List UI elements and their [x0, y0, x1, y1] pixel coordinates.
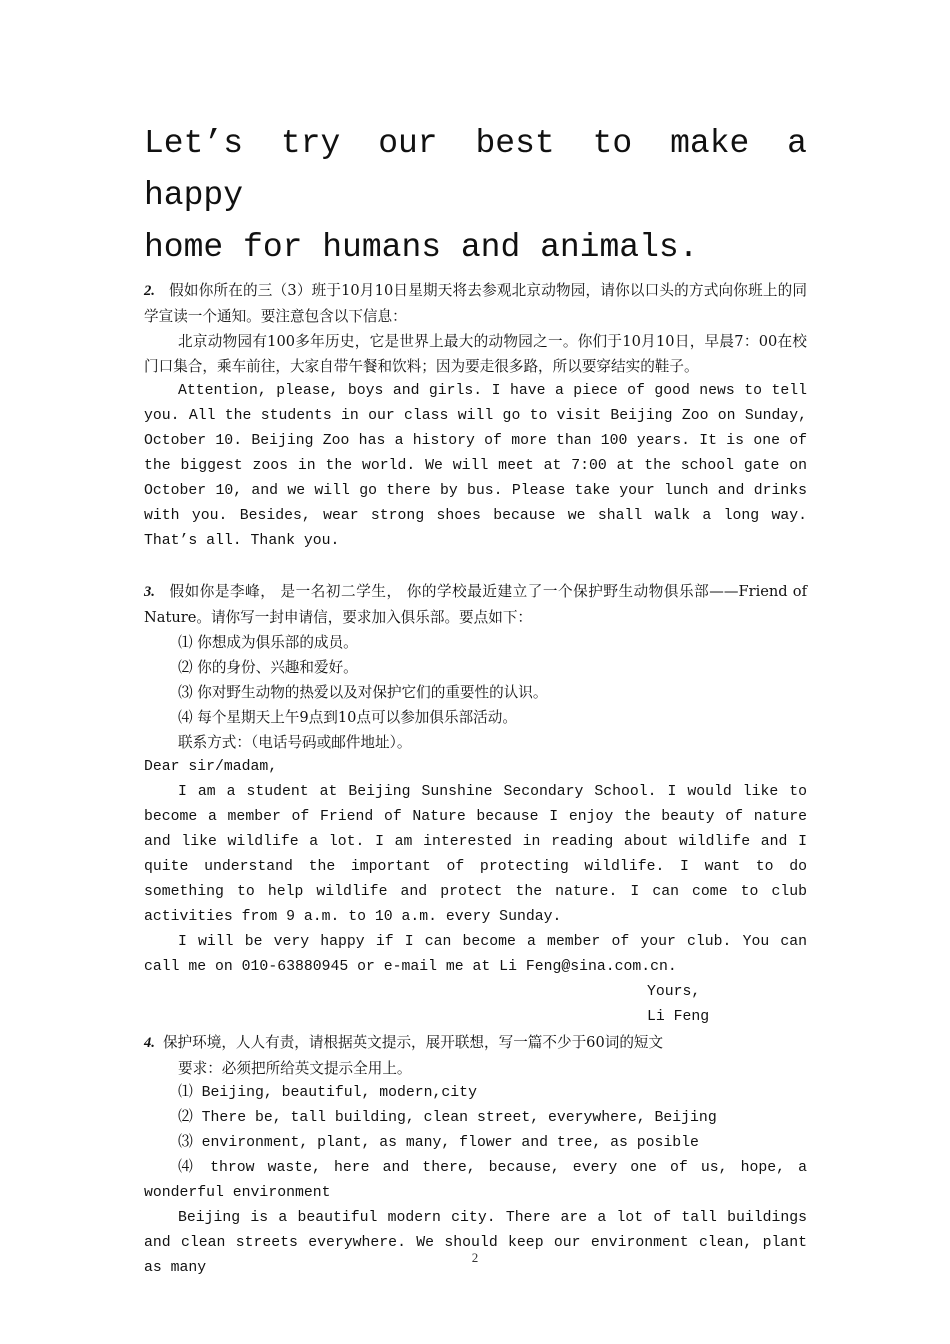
q2-prompt — [144, 278, 807, 329]
q4-hint-3: ⑶ environment, plant, as many, flower and tree, as posible — [178, 1135, 699, 1151]
page-number: 2 — [471, 1250, 479, 1265]
q3-body-1: I am a student at Beijing Sunshine Secondary School. I would like to become a member of Friend of Nature because I enjoy the beauty of nature and like wildlife a lot. I am interested in reading about wildlife and I quite understand the important of protecting wildlife. I want to do something to help wildlife and protect the nature. I can come to club activities from 9 a.m. to 10 a.m. every Sunday. — [144, 784, 807, 925]
q4-prompt — [144, 1030, 807, 1056]
q3-prompt-text: 假如你是李峰， 是一名初二学生， 你的学校最近建立了一个保护野生动物俱乐部——Friend of Nature。请你写一封申请信，要求加入俱乐部。要点如下： — [144, 583, 807, 626]
q3-body-2: I will be very happy if I can become a member of your club. You can call me on 010-63880945 or e-mail me at Li Feng@sina.com.cn. — [144, 934, 807, 975]
q4-answer: Beijing is a beautiful modern city. There are a lot of tall buildings and clean streets everywhere. We should keep our environment clean, plant as many — [144, 1210, 807, 1276]
q3-signature: Li Feng — [647, 1009, 710, 1025]
q4-hint-4: ⑷ throw waste, here and there, because, every one of us, hope, a wonderful environment — [144, 1160, 807, 1201]
q3-point-1: ⑴ 你想成为俱乐部的成员。 — [178, 634, 358, 651]
q3-contact: 联系方式：（电话号码或邮件地址）。 — [178, 734, 412, 751]
q2-number: 2. — [144, 283, 155, 299]
q3-number: 3. — [144, 584, 155, 600]
q4-hint-1: ⑴ Beijing, beautiful, modern,city — [178, 1085, 477, 1101]
heading-line-2: home for humans and animals. — [144, 229, 699, 266]
q4-number: 4. — [144, 1035, 155, 1051]
q2-info: 北京动物园有100多年历史，它是世界上最大的动物园之一。你们于10月10日，早晨7：00在校门口集合，乘车前往，大家自带午餐和饮料；因为要走很多路，所以要穿结实的鞋子。 — [144, 333, 807, 375]
q2-prompt-text: 假如你所在的三（3）班于10月10日星期天将去参观北京动物园，请你以口头的方式向你班上的同学宣读一个通知。要注意包含以下信息： — [144, 282, 807, 325]
q3-point-3: ⑶ 你对野生动物的热爱以及对保护它们的重要性的认识。 — [178, 684, 548, 701]
q3-point-4: ⑷ 每个星期天上午9点到10点可以参加俱乐部活动。 — [178, 709, 517, 726]
q2-answer: Attention, please, boys and girls. I have a piece of good news to tell you. All the students in our class will go to visit Beijing Zoo on Sunday, October 10. Beijing Zoo has a history of more than 100 years. It is one of the biggest zoos in the world. We will meet at 7:00 at the school gate on October 10, and we will go there by bus. Please take your lunch and drinks with you. Besides, wear strong shoes because we shall walk a long way. That’s all. Thank you. — [144, 383, 807, 549]
q3-point-2: ⑵ 你的身份、兴趣和爱好。 — [178, 659, 358, 676]
q4-hint-2: ⑵ There be, tall building, clean street, everywhere, Beijing — [178, 1110, 717, 1126]
q3-closing: Yours, — [647, 984, 701, 1000]
q3-greeting: Dear sir/madam, — [144, 759, 278, 775]
heading — [144, 118, 807, 274]
q4-prompt-text: 保护环境，人人有责，请根据英文提示，展开联想，写一篇不少于60词的短文 — [162, 1034, 664, 1051]
q3-prompt — [144, 579, 807, 630]
heading-line-1: Let’s try our best to make a happy — [144, 125, 807, 214]
q4-requirement: 要求：必须把所给英文提示全用上。 — [178, 1060, 412, 1077]
document-page — [144, 118, 807, 1281]
